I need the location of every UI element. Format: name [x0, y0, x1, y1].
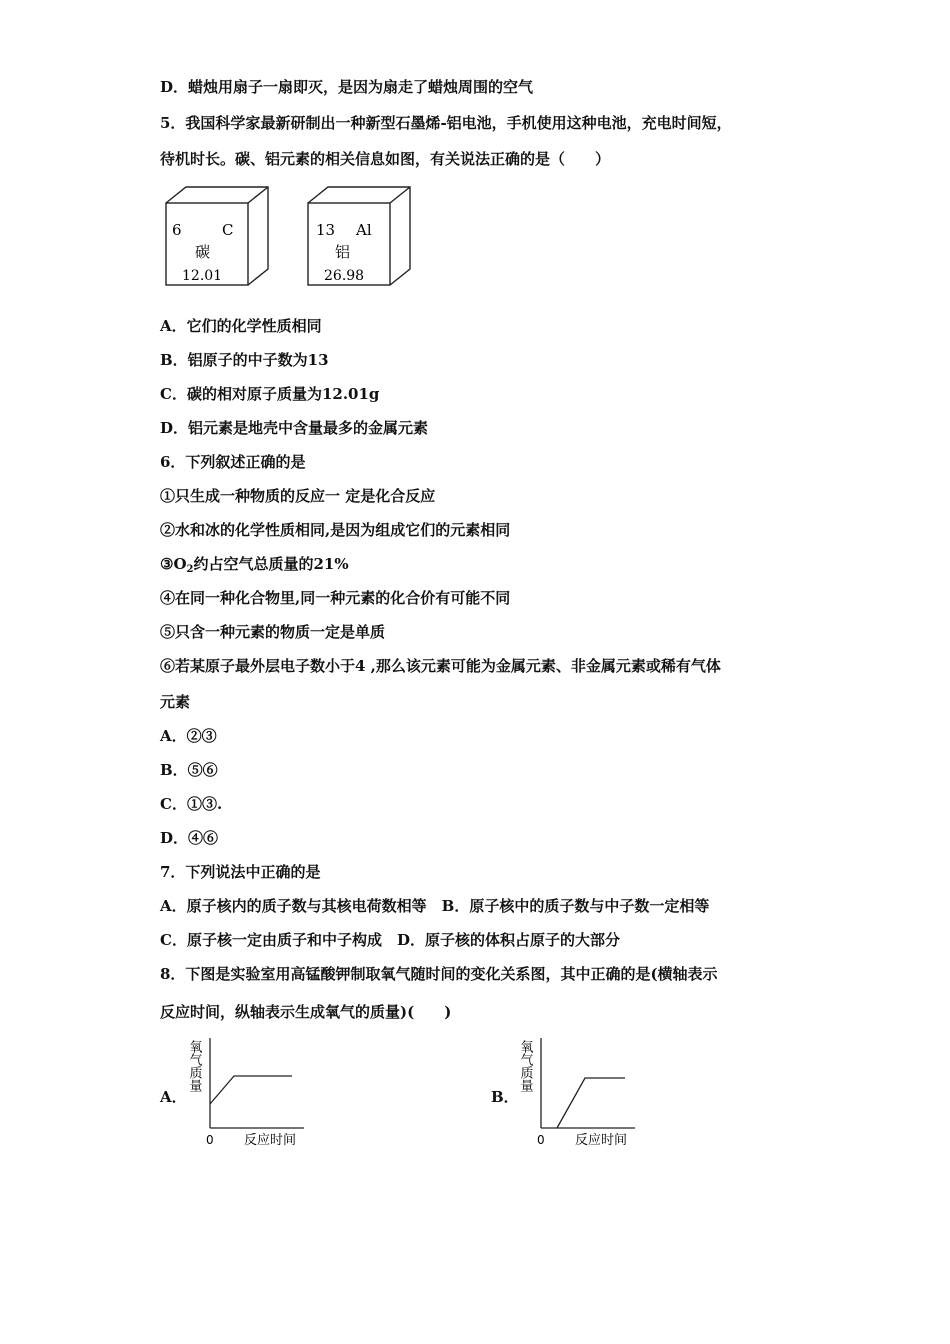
q6-statement-6-line1: ⑥若某原子最外层电子数小于4 ,那么该元素可能为金属元素、非金属元素或稀有气体: [160, 657, 721, 675]
q8-stem-line2: 反应时间，纵轴表示生成氧气的质量)( ): [160, 1003, 452, 1021]
q8-graph-a: [180, 1036, 320, 1148]
q6-s3-prefix: ③O: [160, 555, 187, 573]
q5-stem-line2: 待机时长。碳、铝元素的相关信息如图，有关说法正确的是（ ）: [160, 150, 611, 168]
q6-statement-3: [160, 554, 349, 580]
q6-s3-subscript: 2: [186, 564, 194, 575]
q6-option-a: A．②③: [160, 727, 217, 745]
q5-stem-line1: 5．我国科学家最新研制出一种新型石墨烯-铝电池，手机使用这种电池，充电时间短，: [160, 114, 732, 132]
q6-statement-2: ②水和冰的化学性质相同,是因为组成它们的元素相同: [160, 521, 511, 539]
graph-b-y-label: 氧气质量: [517, 1040, 533, 1092]
q5-option-a: A．它们的化学性质相同: [160, 317, 322, 335]
graph-b-curve: [557, 1078, 625, 1128]
q8-stem-line1: 8．下图是实验室用高锰酸钾制取氧气随时间的变化关系图，其中正确的是(横轴表示: [160, 965, 718, 983]
carbon-atomic-number: 6: [172, 221, 182, 239]
q5-option-b: B．铝原子的中子数为13: [160, 351, 329, 369]
q7-options-cd: C．原子核一定由质子和中子构成 D．原子核的体积占原子的大部分: [160, 931, 620, 949]
q7-options-ab: A．原子核内的质子数与其核电荷数相等 B．原子核中的质子数与中子数一定相等: [160, 897, 710, 915]
graph-a-y-label: 氧气质量: [186, 1040, 202, 1092]
graph-b-origin: 0: [537, 1133, 545, 1147]
graph-b-x-label: 反应时间: [575, 1133, 628, 1148]
aluminum-name: 铝: [335, 243, 351, 261]
element-boxes-figure: [162, 183, 422, 291]
graph-a-origin: 0: [206, 1133, 214, 1147]
q8-graph-a-label: A．: [160, 1088, 187, 1106]
q6-s3-suffix: 约占空气总质量的21%: [193, 555, 349, 573]
q8-graph-b: [511, 1036, 651, 1148]
q7-stem: 7．下列说法中正确的是: [160, 863, 321, 881]
q6-statement-6-line2: 元素: [160, 693, 191, 711]
aluminum-atomic-mass: 26.98: [324, 268, 365, 284]
q6-option-c: C．①③.: [160, 795, 223, 813]
aluminum-symbol: Al: [356, 221, 372, 239]
q6-option-d: D．④⑥: [160, 829, 219, 847]
carbon-atomic-mass: 12.01: [182, 268, 223, 284]
aluminum-atomic-number: 13: [316, 221, 336, 239]
carbon-symbol: C: [222, 221, 234, 239]
q6-option-b: B．⑤⑥: [160, 761, 218, 779]
graph-a-curve: [210, 1076, 292, 1104]
q4-option-d: D．蜡烛用扇子一扇即灭，是因为扇走了蜡烛周围的空气: [160, 78, 534, 96]
q6-statement-1: ①只生成一种物质的反应一 定是化合反应: [160, 487, 436, 505]
q5-option-c: C．碳的相对原子质量为12.01g: [160, 385, 380, 403]
q6-statement-4: ④在同一种化合物里,同一种元素的化合价有可能不同: [160, 589, 511, 607]
q6-statement-5: ⑤只含一种元素的物质一定是单质: [160, 623, 386, 641]
carbon-name: 碳: [195, 243, 211, 261]
q6-stem: 6．下列叙述正确的是: [160, 453, 306, 471]
q8-graph-b-label: B．: [491, 1088, 519, 1106]
graph-a-x-label: 反应时间: [244, 1133, 297, 1148]
q5-option-d: D．铝元素是地壳中含量最多的金属元素: [160, 419, 429, 437]
